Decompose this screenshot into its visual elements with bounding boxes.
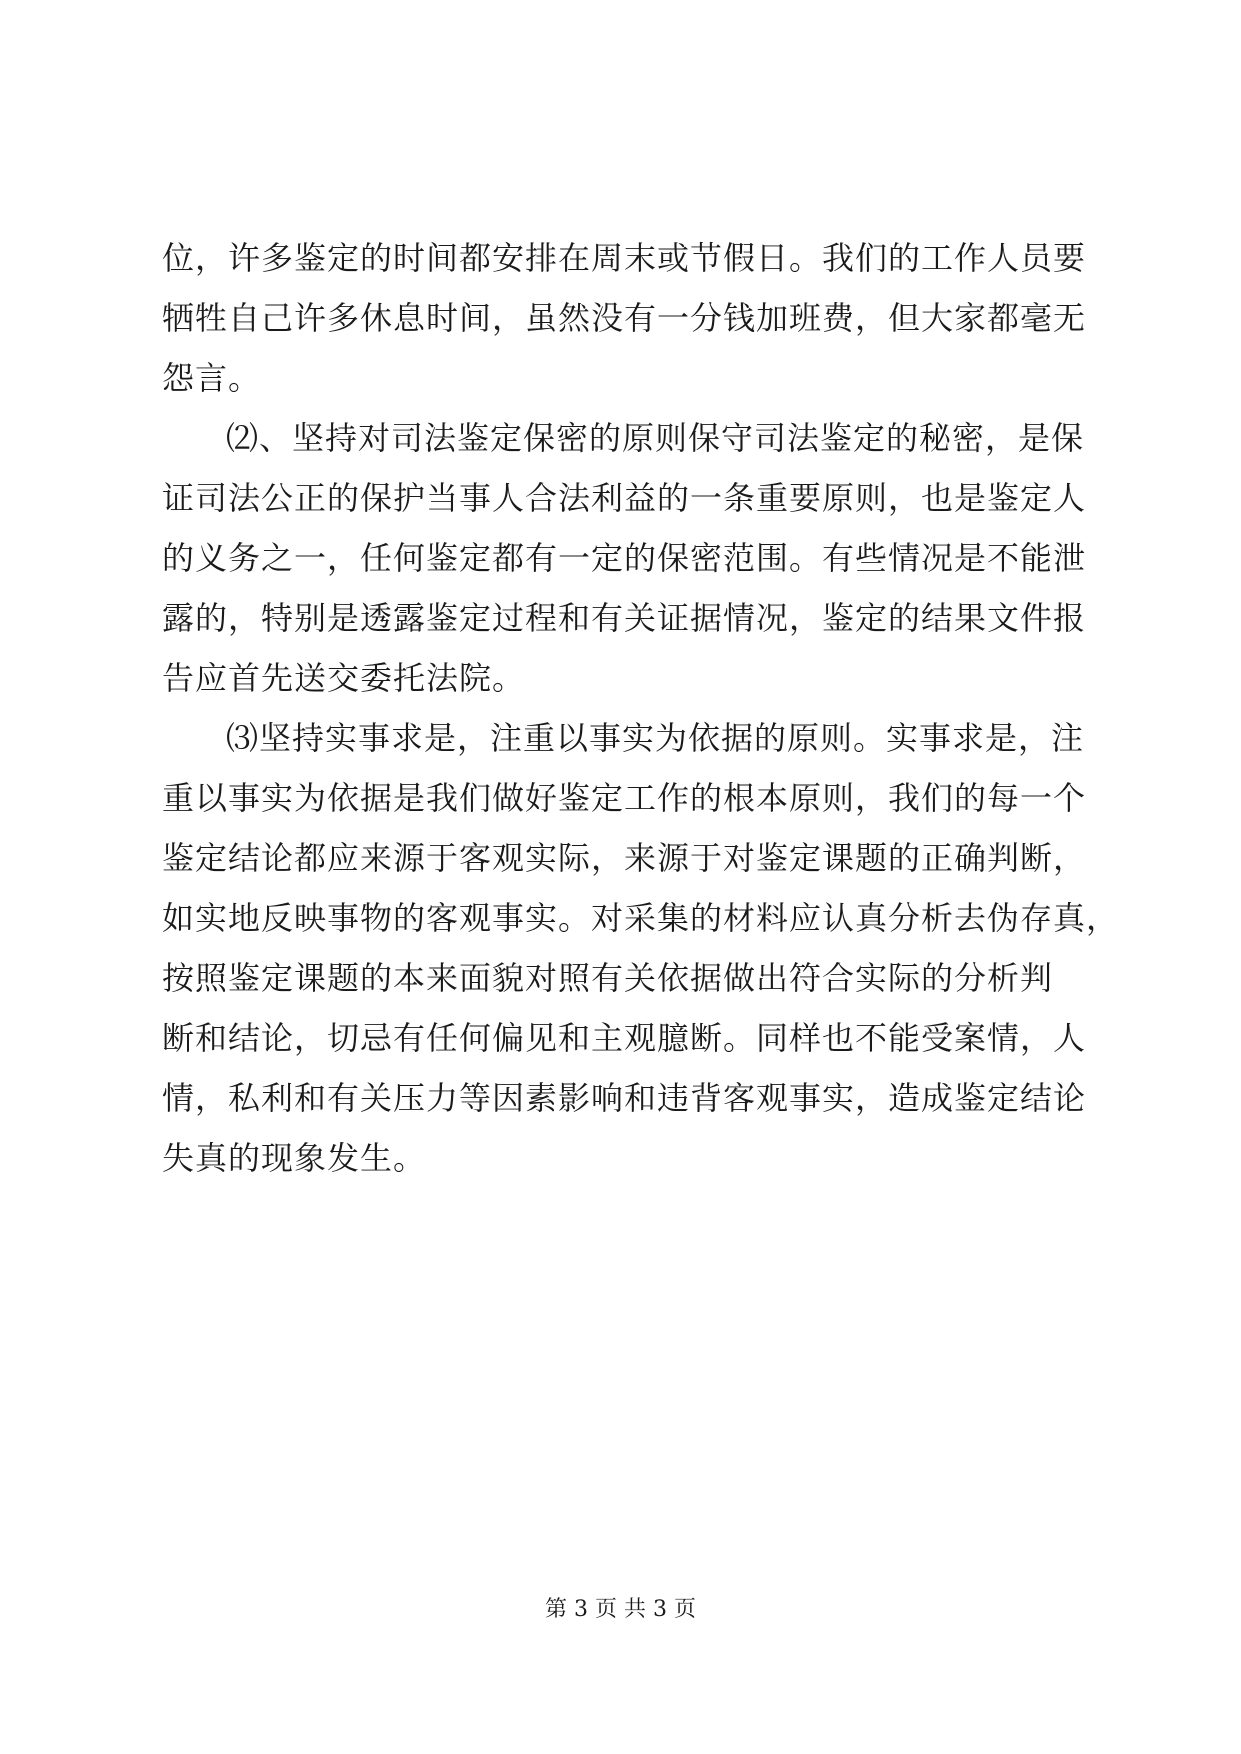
- text-line: 怨言。: [162, 359, 262, 397]
- text-line: 情，私利和有关压力等因素影响和违背客观事实，造成鉴定结论: [162, 1079, 1087, 1117]
- text-line: 鉴定结论都应来源于客观实际，来源于对鉴定课题的正确判断，: [162, 839, 1087, 877]
- text-line: 的义务之一，任何鉴定都有一定的保密范围。有些情况是不能泄: [162, 539, 1087, 577]
- text-line: 告应首先送交委托法院。: [162, 659, 526, 697]
- text-line: 如实地反映事物的客观事实。对采集的材料应认真分析去伪存真，: [162, 899, 1120, 937]
- text-line: 重以事实为依据是我们做好鉴定工作的根本原则，我们的每一个: [162, 779, 1087, 817]
- page-number-footer: 第 3 页 共 3 页: [545, 1597, 696, 1622]
- paragraph-start-line: ⑵、坚持对司法鉴定保密的原则保守司法鉴定的秘密，是保: [226, 419, 1085, 457]
- text-line: 证司法公正的保护当事人合法利益的一条重要原则，也是鉴定人: [162, 479, 1087, 517]
- text-line: 位，许多鉴定的时间都安排在周末或节假日。我们的工作人员要: [162, 239, 1087, 277]
- document-body: [162, 228, 1120, 1188]
- text-line: 牺牲自己许多休息时间，虽然没有一分钱加班费，但大家都毫无: [162, 299, 1087, 337]
- text-line: 失真的现象发生。: [162, 1139, 427, 1177]
- paragraph-start-line: ⑶坚持实事求是，注重以事实为依据的原则。实事求是，注: [226, 719, 1085, 757]
- text-line: 断和结论，切忌有任何偏见和主观臆断。同样也不能受案情，人: [162, 1019, 1087, 1057]
- text-line: 按照鉴定课题的本来面貌对照有关依据做出符合实际的分析判: [162, 959, 1054, 997]
- text-line: 露的，特别是透露鉴定过程和有关证据情况，鉴定的结果文件报: [162, 599, 1087, 637]
